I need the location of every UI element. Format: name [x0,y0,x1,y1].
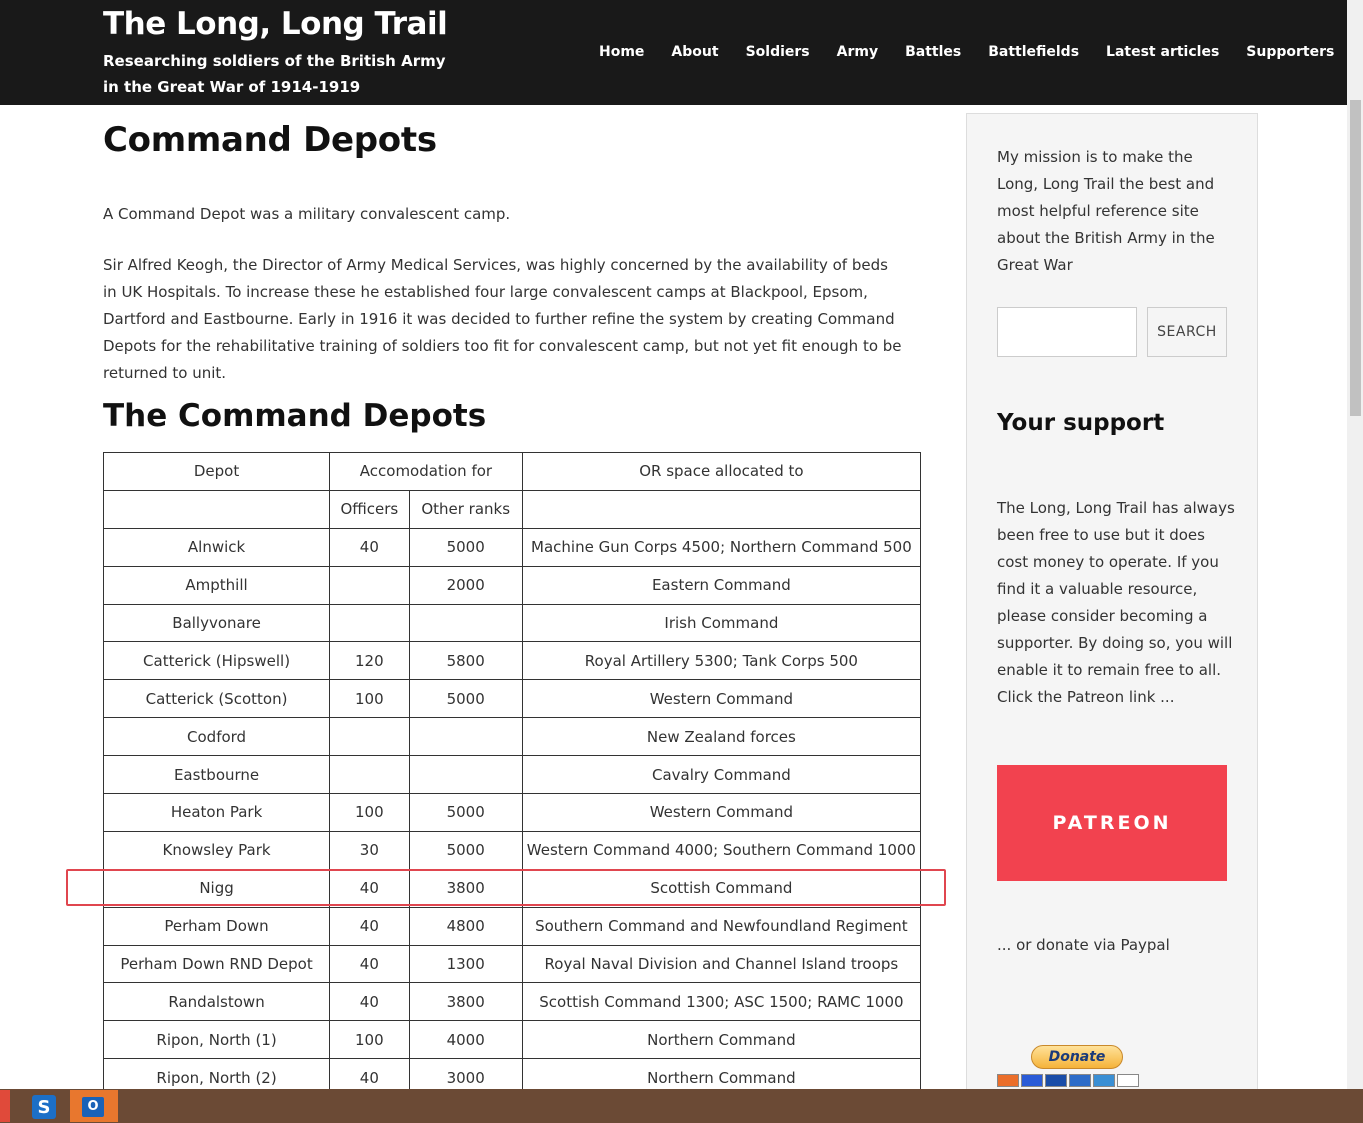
sidebar [966,113,1258,1103]
search-button[interactable]: SEARCH [1147,307,1227,357]
header-officers: Officers [330,490,410,528]
nav-about[interactable]: About [671,44,719,60]
depots-table [103,452,921,1097]
cell-or-space: New Zealand forces [522,718,920,756]
subheader-empty [104,490,330,528]
cell-other-ranks: 5000 [409,794,522,832]
patreon-button[interactable]: PATREON [997,765,1227,881]
cell-depot: Nigg [104,869,330,907]
cell-officers: 40 [330,869,410,907]
site-title[interactable]: The Long, Long Trail [103,6,448,42]
cell-depot: Perham Down RND Depot [104,945,330,983]
snagit-icon[interactable]: S [32,1095,56,1119]
cell-or-space: Western Command [522,794,920,832]
cell-or-space: Royal Naval Division and Channel Island troops [522,945,920,983]
direct-debit-icon [1117,1074,1139,1087]
cell-officers: 30 [330,831,410,869]
cell-or-space: Northern Command [522,1021,920,1059]
nav-battlefields[interactable]: Battlefields [988,44,1080,60]
table-row [104,756,921,794]
cell-other-ranks: 1300 [409,945,522,983]
cell-officers: 100 [330,794,410,832]
cell-depot: Catterick (Hipswell) [104,642,330,680]
table-row [104,945,921,983]
cell-other-ranks: 3000 [409,1059,522,1097]
table-row [104,566,921,604]
cell-other-ranks: 3800 [409,869,522,907]
support-text: The Long, Long Trail has always been free to use but it does cost money to operate. If you find it a valuable resource, please consider becoming a supporter. By doing so, you will enable it to remain free to all. Click the Patreon link ... [997,499,1235,706]
cell-other-ranks [409,756,522,794]
cell-officers [330,756,410,794]
cell-depot: Ripon, North (1) [104,1021,330,1059]
cell-or-space: Cavalry Command [522,756,920,794]
cell-officers: 40 [330,907,410,945]
page-scrollbar[interactable] [1347,0,1363,1089]
header-other-ranks: Other ranks [409,490,522,528]
nav-soldiers[interactable]: Soldiers [745,44,810,60]
cell-other-ranks: 5000 [409,528,522,566]
cell-or-space: Scottish Command [522,869,920,907]
cell-depot: Randalstown [104,983,330,1021]
cell-or-space: Irish Command [522,604,920,642]
table-subheader-row [104,490,921,528]
visa-electron-icon [1069,1074,1091,1087]
main-content [103,108,921,434]
table-row [104,1021,921,1059]
cell-other-ranks: 5000 [409,680,522,718]
cell-officers: 40 [330,945,410,983]
cell-other-ranks: 3800 [409,983,522,1021]
cell-other-ranks: 5000 [409,831,522,869]
app-icon[interactable] [0,1090,10,1122]
cell-officers [330,718,410,756]
amex-icon [1093,1074,1115,1087]
table-header-row [104,453,921,491]
cell-officers [330,604,410,642]
cell-other-ranks: 4800 [409,907,522,945]
cell-depot: Perham Down [104,907,330,945]
cell-depot: Ballyvonare [104,604,330,642]
nav-home[interactable]: Home [599,44,645,60]
paypal-note: ... or donate via Paypal [997,936,1170,954]
mission-text: My mission is to make the Long, Long Trail the best and most helpful reference site about the British Army in the Great War [997,148,1215,274]
cell-depot: Codford [104,718,330,756]
intro-paragraph: A Command Depot was a military convalescent camp. [103,205,511,223]
nav-latest-articles[interactable]: Latest articles [1106,44,1220,60]
cell-other-ranks: 4000 [409,1021,522,1059]
cell-other-ranks: 2000 [409,566,522,604]
cell-or-space: Machine Gun Corps 4500; Northern Command 500 [522,528,920,566]
subheader-empty [522,490,920,528]
payment-cards [997,1074,1139,1087]
header-depot: Depot [104,453,330,491]
cell-or-space: Southern Command and Newfoundland Regiment [522,907,920,945]
cell-or-space: Eastern Command [522,566,920,604]
history-paragraph: Sir Alfred Keogh, the Director of Army Medical Services, was highly concerned by the availability of beds in UK Hospitals. To increase these he established four large convalescent camps at Blackpool, Epsom, Dartford and Eastbourne. Early in 1916 it was decided to further refine the system by creating Command Depots for the rehabilitative training of soldiers too fit for convalescent camp, but not yet fit enough to be returned to unit. [103,256,902,382]
cell-depot: Eastbourne [104,756,330,794]
cell-depot: Alnwick [104,528,330,566]
cell-or-space: Northern Command [522,1059,920,1097]
cell-depot: Knowsley Park [104,831,330,869]
section-title: The Command Depots [103,398,487,434]
table-row [104,794,921,832]
cell-officers [330,566,410,604]
paypal-donate-button[interactable]: Donate [1031,1045,1123,1069]
nav-army[interactable]: Army [836,44,879,60]
nav-battles[interactable]: Battles [905,44,962,60]
table-row [104,869,921,907]
cell-other-ranks: 5800 [409,642,522,680]
support-title: Your support [997,410,1165,436]
cell-or-space: Scottish Command 1300; ASC 1500; RAMC 1000 [522,983,920,1021]
cell-officers: 120 [330,642,410,680]
outlook-icon[interactable]: O [70,1090,118,1122]
cell-other-ranks [409,604,522,642]
cell-or-space: Royal Artillery 5300; Tank Corps 500 [522,642,920,680]
header-accommodation: Accomodation for [330,453,523,491]
main-nav [599,44,1361,60]
table-row [104,604,921,642]
site-tagline: Researching soldiers of the British Army in the Great War of 1914-1919 [103,52,446,96]
mastercard-icon [997,1074,1019,1087]
nav-supporters[interactable]: Supporters [1246,44,1335,60]
table-row [104,831,921,869]
page-title: Command Depots [103,120,437,160]
cell-depot: Ripon, North (2) [104,1059,330,1097]
table-row [104,983,921,1021]
search-input[interactable] [997,307,1137,357]
table-row [104,718,921,756]
cell-officers: 40 [330,528,410,566]
cell-other-ranks [409,718,522,756]
taskbar [0,1089,1363,1123]
cell-depot: Ampthill [104,566,330,604]
cell-depot: Catterick (Scotton) [104,680,330,718]
maestro-icon [1021,1074,1043,1087]
visa-icon [1045,1074,1067,1087]
cell-officers: 40 [330,1059,410,1097]
site-header [0,0,1347,105]
cell-officers: 40 [330,983,410,1021]
cell-depot: Heaton Park [104,794,330,832]
table-row [104,907,921,945]
table-row [104,642,921,680]
table-row [104,528,921,566]
header-or-space: OR space allocated to [522,453,920,491]
cell-officers: 100 [330,680,410,718]
scrollbar-thumb[interactable] [1350,100,1361,416]
table-row [104,680,921,718]
cell-officers: 100 [330,1021,410,1059]
cell-or-space: Western Command 4000; Southern Command 1000 [522,831,920,869]
cell-or-space: Western Command [522,680,920,718]
